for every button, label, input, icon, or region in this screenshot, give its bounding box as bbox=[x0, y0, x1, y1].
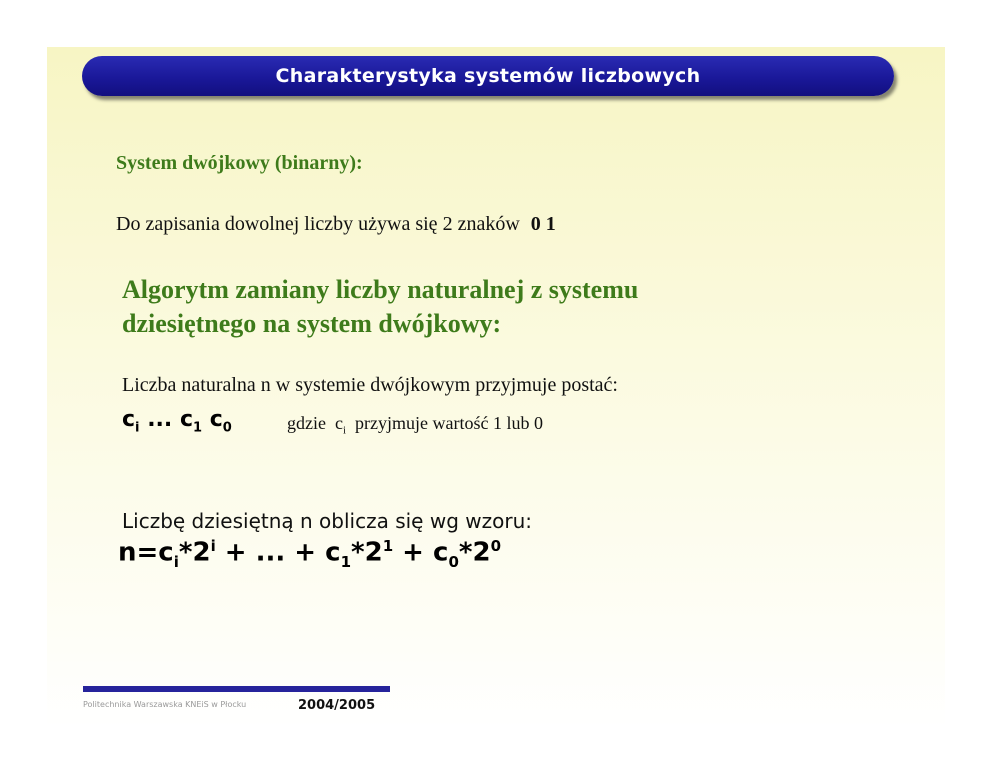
decimal-formula bbox=[118, 537, 501, 571]
title-bar bbox=[82, 56, 894, 96]
ellipsis: ... bbox=[255, 537, 295, 568]
digits-sentence-text: Do zapisania dowolnej liczby używa się 2 znaków bbox=[116, 213, 520, 235]
ellipsis: ... bbox=[147, 407, 173, 432]
plus: + bbox=[215, 537, 256, 568]
times-two: *2 bbox=[178, 537, 211, 568]
sub-1: 1 bbox=[192, 420, 203, 436]
sub-i: i bbox=[135, 420, 140, 436]
sup-0: 0 bbox=[490, 537, 501, 555]
binary-form-formula bbox=[122, 407, 232, 435]
sub-1: 1 bbox=[340, 552, 351, 571]
sub-i: i bbox=[342, 424, 347, 437]
term-c: c bbox=[334, 413, 343, 433]
plus: + bbox=[294, 537, 326, 568]
slide-title: Charakterystyka systemów liczbowych bbox=[275, 65, 701, 87]
term-c: c bbox=[209, 407, 223, 432]
algorithm-heading-line1: Algorytm zamiany liczby naturalnej z systemu bbox=[122, 275, 639, 304]
section-heading: System dwójkowy (binarny): bbox=[116, 152, 363, 174]
term-c: c bbox=[179, 407, 193, 432]
where-prefix: gdzie bbox=[287, 413, 326, 433]
footer-institution: Politechnika Warszawska KNEiS w Płocku bbox=[83, 700, 247, 709]
binary-digits: 0 1 bbox=[530, 213, 556, 235]
algorithm-heading bbox=[122, 273, 762, 341]
sub-0: 0 bbox=[222, 420, 232, 436]
plus: + bbox=[393, 537, 434, 568]
sup-i: i bbox=[210, 537, 216, 555]
footer-year: 2004/2005 bbox=[298, 698, 376, 713]
sub-i: i bbox=[173, 552, 179, 571]
where-suffix: przyjmuje wartość 1 lub 0 bbox=[355, 413, 544, 433]
times-two: *2 bbox=[458, 537, 491, 568]
sub-0: 0 bbox=[448, 552, 459, 571]
algorithm-heading-line2: dziesiętnego na system dwójkowy: bbox=[122, 309, 502, 338]
term-c: c bbox=[325, 537, 341, 568]
decimal-sentence: Liczbę dziesiętną n oblicza się wg wzoru: bbox=[122, 509, 532, 533]
sup-1: 1 bbox=[382, 537, 394, 555]
footer-divider bbox=[83, 686, 390, 692]
term-c: c bbox=[433, 537, 449, 568]
formula-lhs: n= bbox=[118, 537, 159, 568]
term-c: c bbox=[158, 537, 174, 568]
natural-number-sentence: Liczba naturalna n w systemie dwójkowym przyjmuje postać: bbox=[122, 374, 618, 396]
digits-sentence bbox=[116, 213, 556, 236]
times-two: *2 bbox=[351, 537, 383, 568]
term-c: c bbox=[122, 407, 136, 432]
where-clause bbox=[287, 413, 543, 437]
